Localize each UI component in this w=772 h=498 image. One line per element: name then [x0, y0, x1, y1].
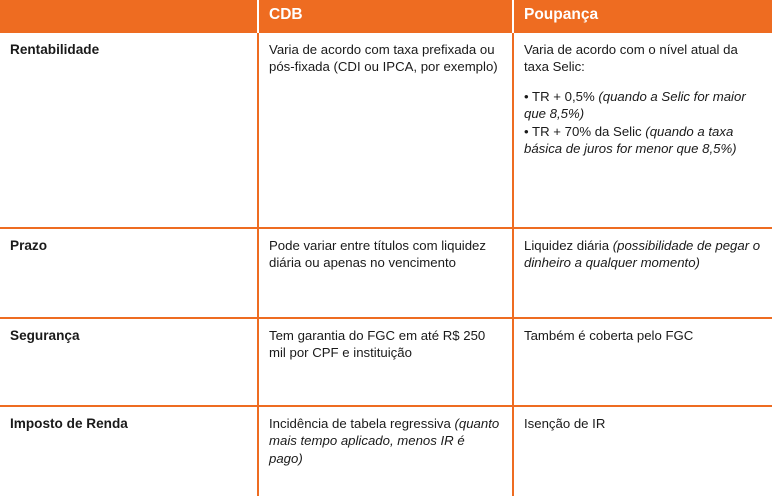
header-row: [0, 0, 772, 32]
header-cell-poupanca: Poupança: [513, 0, 772, 32]
prazo-poupanca-italic: (possibilidade de pegar o dinheiro a qualquer momento): [524, 238, 761, 271]
bullet-1-plain: • TR + 0,5%: [524, 88, 599, 104]
imposto-cdb-plain: Incidência de tabela regressiva: [269, 416, 455, 431]
prazo-poupanca-plain: Liquidez diária: [524, 238, 613, 253]
table-row: [0, 318, 772, 406]
bullet-1-italic: (quando a Selic for maior que 8,5%): [524, 88, 746, 122]
cell-bullet-rentabilidade-poupanca-1: [524, 88, 762, 123]
table-row: [0, 406, 772, 496]
cell-prazo-poupanca: [513, 228, 772, 318]
row-label-seguranca: Segurança: [0, 318, 258, 406]
row-label-imposto-de-renda: Imposto de Renda: [0, 406, 258, 496]
cell-rentabilidade-poupanca: [513, 32, 772, 228]
row-label-rentabilidade: Rentabilidade: [0, 32, 258, 228]
cell-text-rentabilidade-poupanca-intro: Varia de acordo com o nível atual da taxa Selic:: [524, 42, 738, 75]
cell-text-imposto-poupanca: Isenção de IR: [524, 416, 606, 431]
header-cell-blank: [0, 0, 258, 32]
table-row: [0, 32, 772, 228]
cell-seguranca-cdb: [258, 318, 513, 406]
cell-text-prazo-cdb: Pode variar entre títulos com liquidez diária ou apenas no vencimento: [269, 238, 486, 271]
cell-rentabilidade-cdb: [258, 32, 513, 228]
bullet-2-plain: • TR + 70% da Selic: [524, 123, 646, 139]
table-row: [0, 228, 772, 318]
cell-text-seguranca-poupanca: Também é coberta pelo FGC: [524, 328, 694, 343]
table-header: [0, 0, 772, 32]
cell-prazo-cdb: [258, 228, 513, 318]
row-label-prazo: Prazo: [0, 228, 258, 318]
cell-imposto-poupanca: [513, 406, 772, 496]
cell-text-imposto-cdb: [269, 415, 502, 467]
cell-bullet-rentabilidade-poupanca-2: [524, 123, 762, 158]
cell-imposto-cdb: [258, 406, 513, 496]
bullet-2-italic: (quando a taxa básica de juros for menor que 8,5%): [524, 123, 737, 157]
imposto-cdb-italic: (quanto mais tempo aplicado, menos IR é pago): [269, 416, 500, 466]
cell-text-rentabilidade-cdb: Varia de acordo com taxa prefixada ou pós-fixada (CDI ou IPCA, por exemplo): [269, 42, 498, 75]
cell-text-prazo-poupanca: [524, 237, 762, 272]
cell-seguranca-poupanca: [513, 318, 772, 406]
table-body: [0, 32, 772, 496]
cell-text-seguranca-cdb: Tem garantia do FGC em até R$ 250 mil por CPF e instituição: [269, 328, 486, 361]
header-cell-cdb: CDB: [258, 0, 513, 32]
